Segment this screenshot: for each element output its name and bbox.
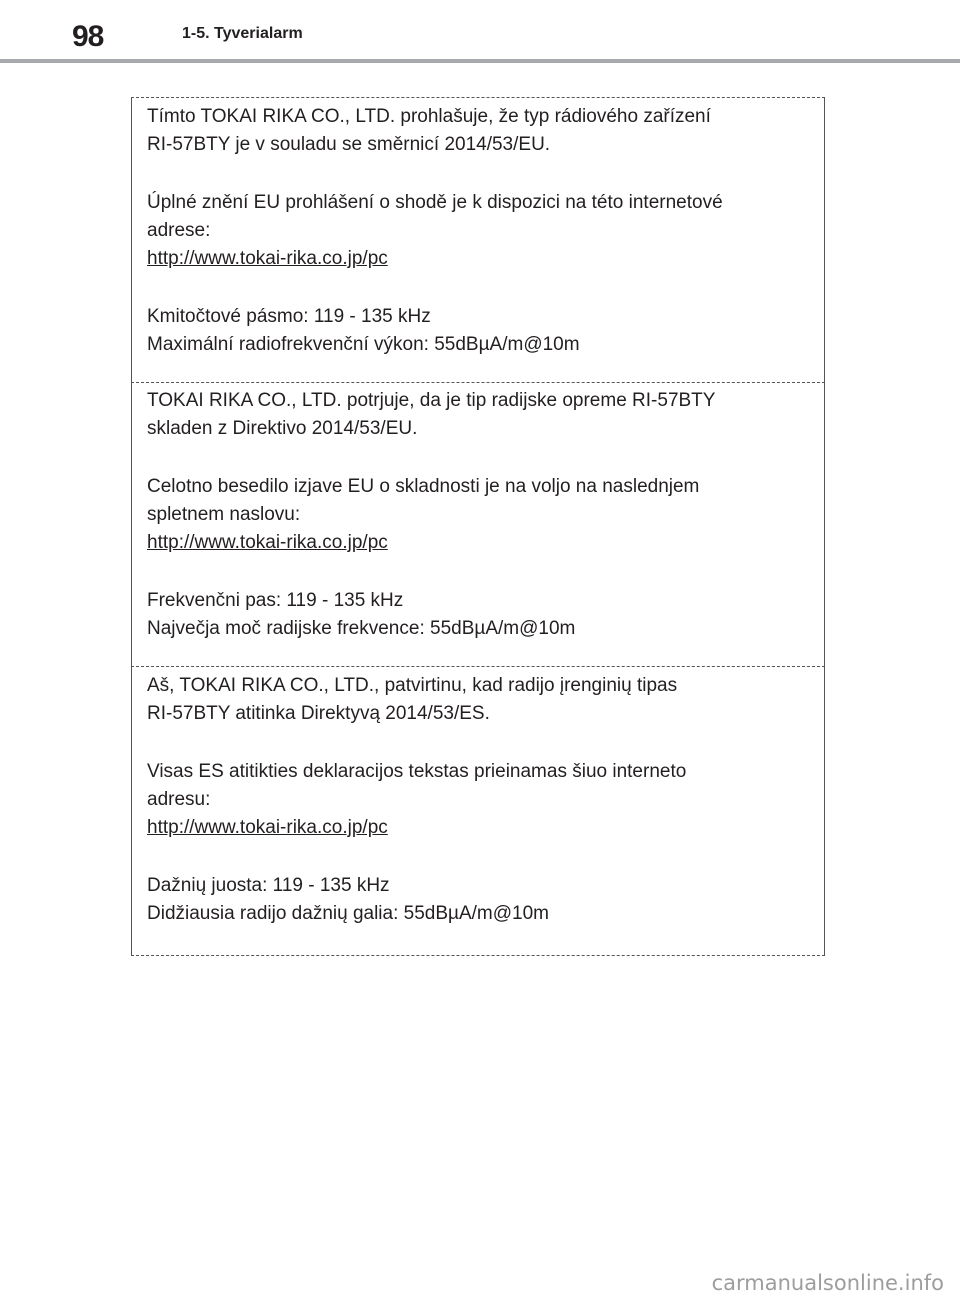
- lithuanian-line-1: Aš, TOKAI RIKA CO., LTD., patvirtinu, kad radijo įrenginių tipas: [147, 675, 678, 696]
- lithuanian-line-6: Didžiausia radijo dažnių galia: 55dBµA/m@10m: [147, 903, 549, 924]
- slovenian-url-link[interactable]: http://www.tokai-rika.co.jp/pc: [147, 532, 388, 553]
- lithuanian-line-3: Visas ES atitikties deklaracijos tekstas prieinamas šiuo interneto: [147, 761, 687, 782]
- declaration-czech: [147, 103, 809, 359]
- czech-line-1: Tímto TOKAI RIKA CO., LTD. prohlašuje, že typ rádiového zařízení: [147, 106, 711, 127]
- slovenian-line-1: TOKAI RIKA CO., LTD. potrjuje, da je tip radijske opreme RI-57BTY: [147, 390, 716, 411]
- slovenian-line-5: Frekvenčni pas: 119 - 135 kHz: [147, 590, 404, 611]
- lithuanian-line-2: RI-57BTY atitinka Direktyvą 2014/53/ES.: [147, 703, 490, 724]
- czech-line-5: Kmitočtové pásmo: 119 - 135 kHz: [147, 306, 431, 327]
- czech-line-6: Maximální radiofrekvenční výkon: 55dBµA/m@10m: [147, 334, 580, 355]
- czech-url-link[interactable]: http://www.tokai-rika.co.jp/pc: [147, 248, 388, 269]
- lithuanian-line-5: Dažnių juosta: 119 - 135 kHz: [147, 875, 390, 896]
- page-number: 98: [72, 20, 104, 53]
- declaration-box: [131, 97, 825, 956]
- lithuanian-line-4: adresu:: [147, 789, 211, 810]
- declaration-slovenian: [147, 387, 809, 643]
- slovenian-line-4: spletnem naslovu:: [147, 504, 301, 525]
- page-header: [0, 0, 960, 64]
- lithuanian-url-link[interactable]: http://www.tokai-rika.co.jp/pc: [147, 817, 388, 838]
- header-divider: [0, 59, 960, 63]
- slovenian-line-2: skladen z Direktivo 2014/53/EU.: [147, 418, 418, 439]
- section-title: 1-5. Tyverialarm: [182, 25, 303, 42]
- watermark: carmanualsonline.info: [711, 1271, 944, 1295]
- czech-line-3: Úplné znění EU prohlášení o shodě je k dispozici na této internetové: [147, 192, 723, 213]
- slovenian-line-6: Največja moč radijske frekvence: 55dBµA/m@10m: [147, 618, 576, 639]
- slovenian-line-3: Celotno besedilo izjave EU o skladnosti je na voljo na naslednjem: [147, 476, 700, 497]
- czech-line-2: RI-57BTY je v souladu se směrnicí 2014/53/EU.: [147, 134, 551, 155]
- czech-line-4: adrese:: [147, 220, 211, 241]
- declaration-lithuanian: [147, 672, 809, 928]
